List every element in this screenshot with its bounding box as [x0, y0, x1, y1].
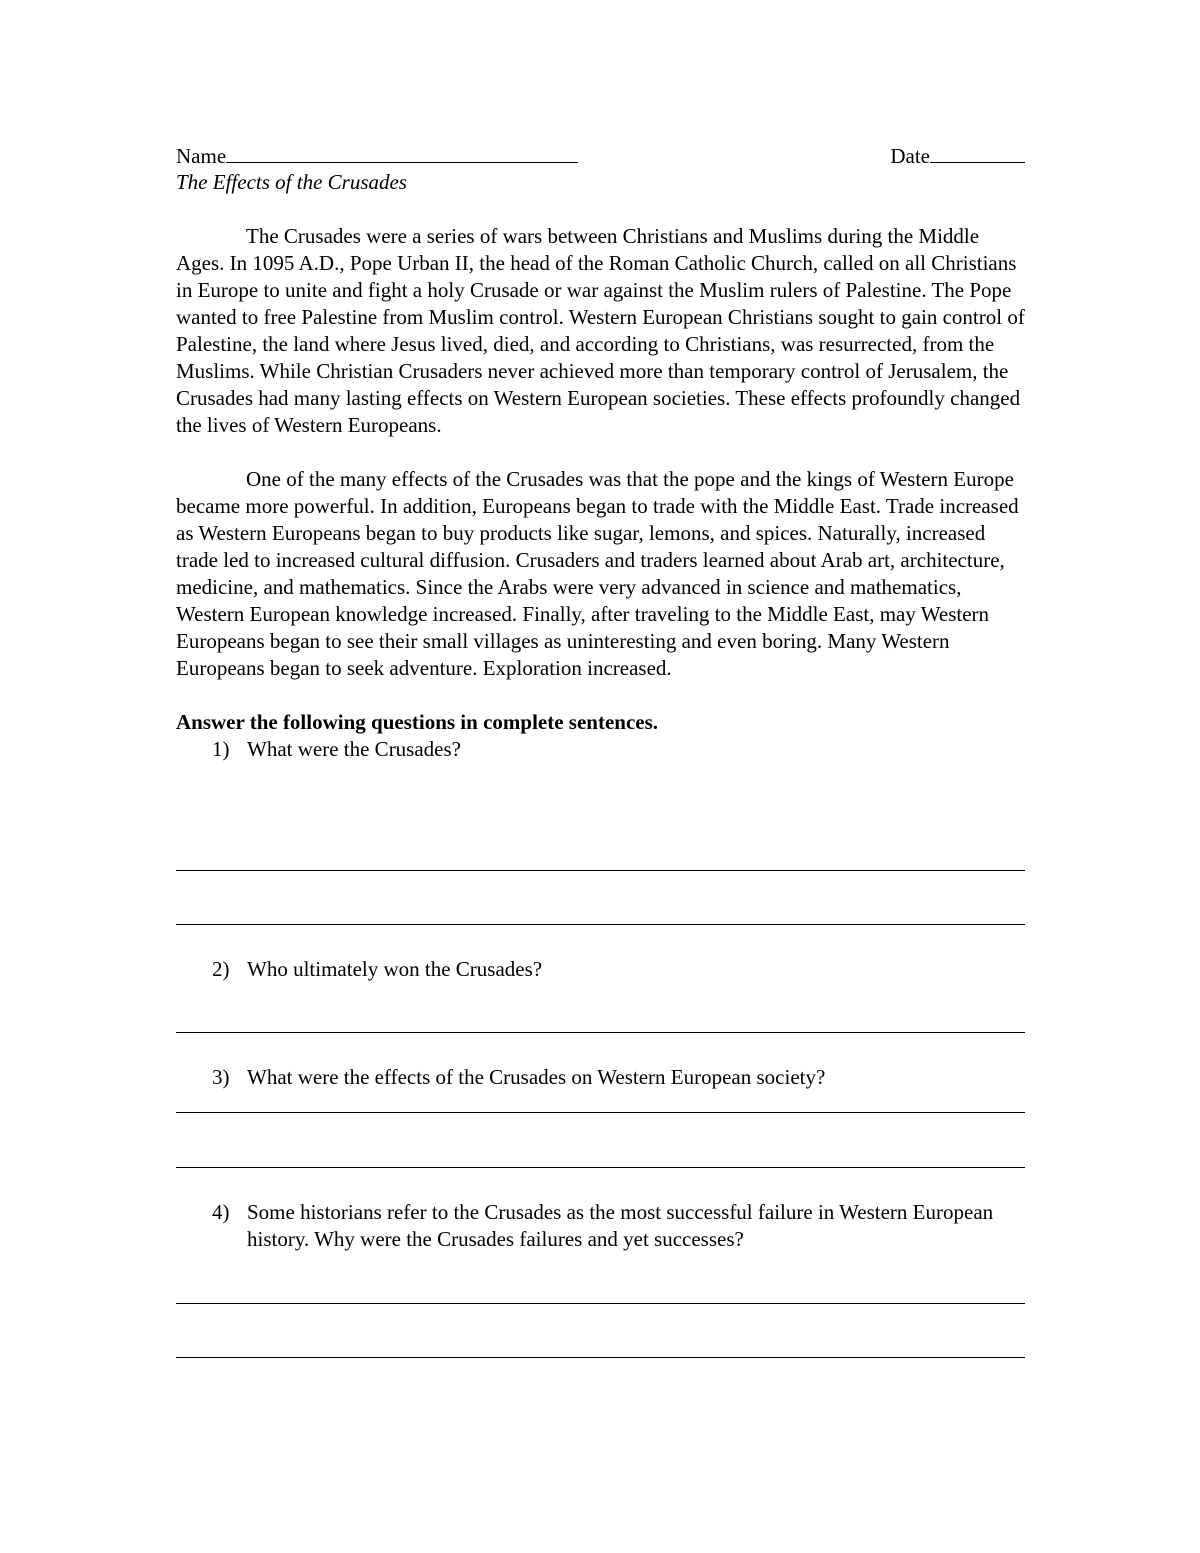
question-3	[176, 1064, 1025, 1091]
paragraph-effects: One of the many effects of the Crusades was that the pope and the kings of Western Europe became more powerful. In addition, Europeans began to trade with the Middle East. Trade increased as Western Europeans began to buy products like sugar, lemons, and spices. Naturally, increased trade led to increased cultural diffusion. Crusaders and traders learned about Arab art, architecture, medicine, and mathematics. Since the Arabs were very advanced in science and mathematics, Western European knowledge increased. Finally, after traveling to the Middle East, may Western Europeans began to see their small villages as uninteresting and even boring. Many Western Europeans began to seek adventure. Exploration increased.	[176, 467, 1019, 680]
question-2	[176, 956, 1025, 983]
question-number: 3)	[212, 1065, 230, 1089]
name-label: Name	[176, 144, 227, 168]
question-text: What were the Crusades?	[247, 737, 461, 761]
question-text: What were the effects of the Crusades on Western European society?	[247, 1065, 826, 1089]
question-4	[176, 1199, 1025, 1253]
answer-line-2a[interactable]	[176, 1032, 1025, 1033]
question-number: 2)	[212, 957, 230, 981]
answer-line-4b[interactable]	[176, 1357, 1025, 1358]
name-field	[176, 142, 578, 170]
answer-line-3b[interactable]	[176, 1167, 1025, 1168]
answer-line-3a[interactable]	[176, 1112, 1025, 1113]
header-row	[176, 142, 1025, 169]
answer-line-4a[interactable]	[176, 1303, 1025, 1304]
question-number: 1)	[212, 737, 230, 761]
question-text: Who ultimately won the Crusades?	[247, 957, 543, 981]
question-number: 4)	[212, 1200, 230, 1224]
date-field	[890, 142, 1025, 170]
answer-line-1a[interactable]	[176, 870, 1025, 871]
date-label: Date	[890, 144, 930, 168]
date-blank[interactable]	[930, 142, 1025, 163]
answer-line-1b[interactable]	[176, 924, 1025, 925]
document-title: The Effects of the Crusades	[176, 170, 407, 194]
worksheet-page	[176, 142, 1025, 763]
question-text: Some historians refer to the Crusades as the most successful failure in Western European history. Why were the Crusades failures and yet successes?	[247, 1200, 994, 1251]
name-blank[interactable]	[226, 142, 578, 163]
instructions: Answer the following questions in complete sentences.	[176, 710, 659, 734]
paragraph-intro: The Crusades were a series of wars between Christians and Muslims during the Middle Ages. In 1095 A.D., Pope Urban II, the head of the Roman Catholic Church, called on all Christians in Europe to unite and fight a holy Crusade or war against the Muslim rulers of Palestine. The Pope wanted to free Palestine from Muslim control. Western European Christians sought to gain control of Palestine, the land where Jesus lived, died, and according to Christians, was resurrected, from the Muslims. While Christian Crusaders never achieved more than temporary control of Jerusalem, the Crusades had many lasting effects on Western European societies. These effects profoundly changed the lives of Western Europeans.	[176, 224, 1025, 437]
question-1	[176, 736, 1025, 763]
